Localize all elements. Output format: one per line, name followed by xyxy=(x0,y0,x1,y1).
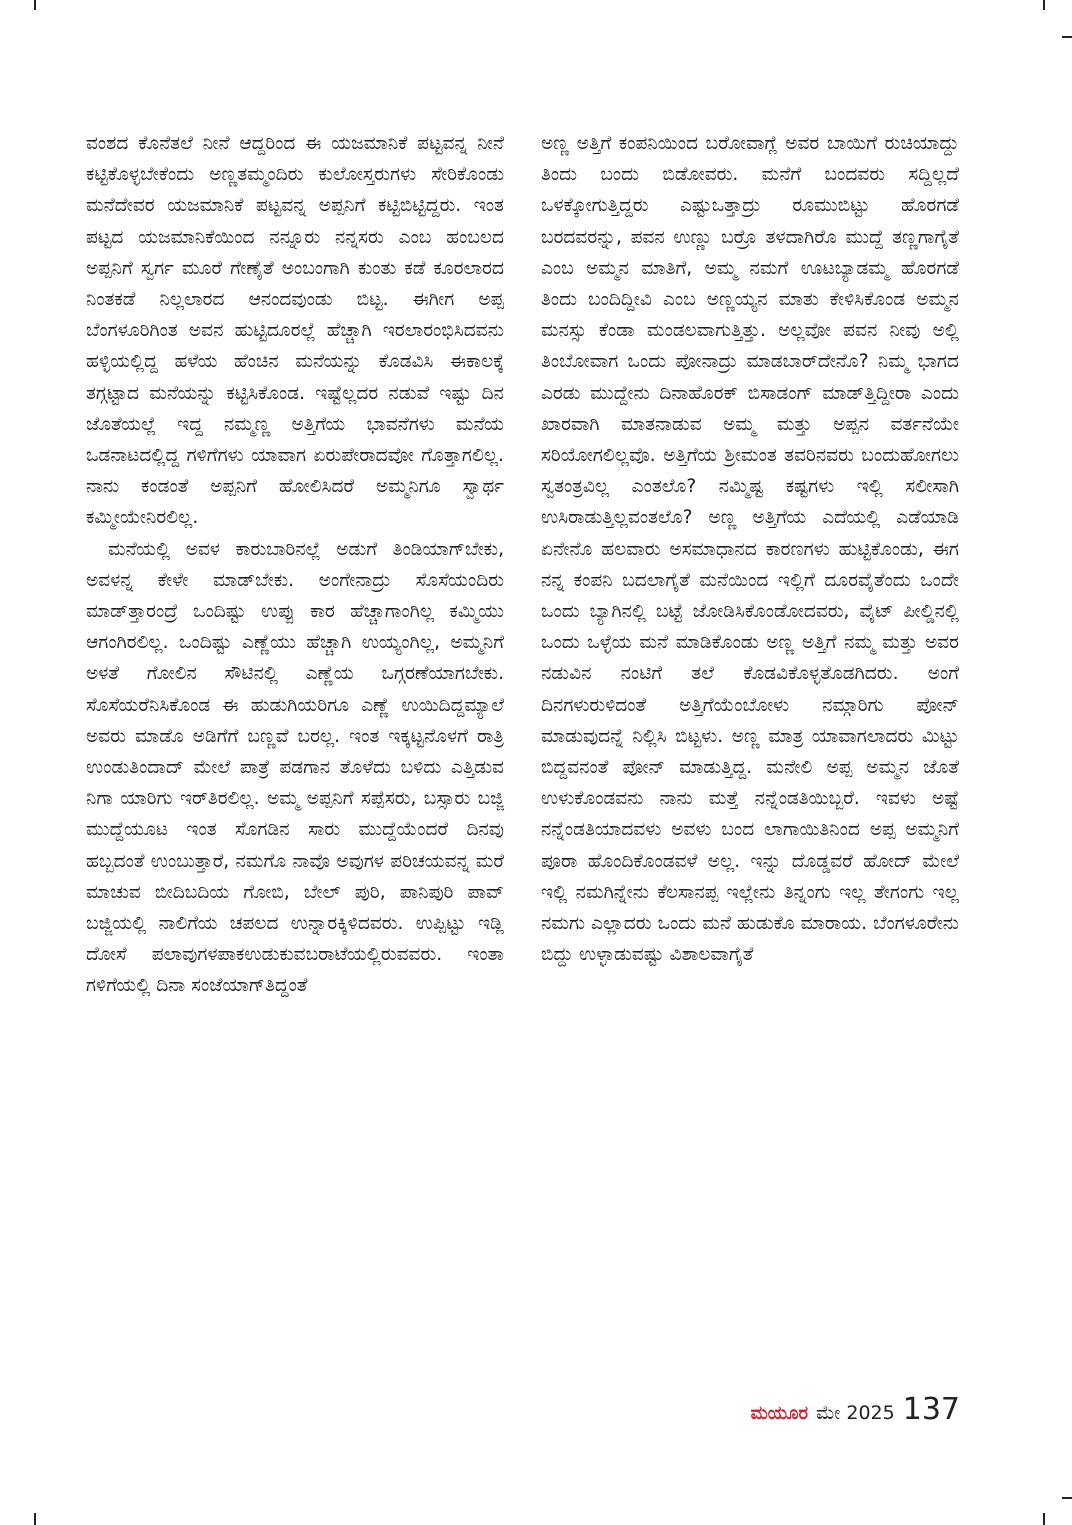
right-paragraph-1: ಅಣ್ಣ ಅತ್ತಿಗೆ ಕಂಪನಿಯಿಂದ ಬರೋವಾಗ್ಲೆ ಅವರ ಬಾಯಿಗೆ ರುಚಿಯಾದ್ದು ತಿಂದು ಬಂದು ಬಿಡೋವರು. ಮನೆಗೆ ಬಂದವರು ಸದ್ದಿಲ್ಲದೆ ಒಳಕ್ಕೋಗುತ್ತಿದ್ದರು ಎಷ್ಟುಒತ್ತಾದ್ರು ರೂಮುಬಿಟ್ಟು ಹೊರಗಡೆ ಬರದವರನ್ನು, ಪವನ ಉಣ್ಣು ಬರ್ರೊ ತಳದಾಗಿರೊ ಮುದ್ದೆ ತಣ್ಣಗಾಗೈತೆ ಎಂಬ ಅಮ್ಮನ ಮಾತಿಗೆ, ಅಮ್ಮ ನಮಗೆ ಊಟಬ್ಯಾಡಮ್ಮ ಹೊರಗಡೆ ತಿಂದು ಬಂದಿದ್ದೀವಿ ಎಂಬ ಅಣ್ಣಯ್ಯನ ಮಾತು ಕೇಳಿಸಿಕೊಂಡ ಅಮ್ಮನ ಮನಸ್ಸು ಕೆಂಡಾ ಮಂಡಲವಾಗುತ್ತಿತ್ತು. ಅಲ್ಲವೋ ಪವನ ನೀವು ಅಲ್ಲಿ ತಿಂಬೋವಾಗ ಒಂದು ಪೋನಾದ್ರು ಮಾಡಬಾರ್‌ದೇನೊ? ನಿಮ್ಮ ಭಾಗದ ಎರಡು ಮುದ್ದೇನು ದಿನಾಹೊರಕ್ ಬಿಸಾಡಂಗ್ ಮಾಡ್‌ತ್ತಿದ್ದೀರಾ ಎಂದು ಖಾರವಾಗಿ ಮಾತನಾಡುವ ಅಮ್ಮ ಮತ್ತು ಅಪ್ಪನ ವರ್ತನೆಯೇ ಸರಿಯೋಗಲಿಲ್ಲವೊ. ಅತ್ತಿಗೆಯ ಶ್ರೀಮಂತ ತವರಿನವರು ಬಂದುಹೋಗಲು ಸ್ವತಂತ್ರವಿಲ್ಲ ಎಂತಲೊ? ನಮ್ಮಿಷ್ಟ ಕಷ್ಟಗಳು ಇಲ್ಲಿ ಸಲೀಸಾಗಿ ಉಸಿರಾಡುತ್ತಿಲ್ಲವಂತಲೊ? ಅಣ್ಣ ಅತ್ತಿಗೆಯ ಎದೆಯಲ್ಲಿ ಎಡೆಯಾಡಿ ಏನೇನೊ ಹಲವಾರು ಅಸಮಾಧಾನದ ಕಾರಣಗಳು ಹುಟ್ಟಿಕೊಂಡು, ಈಗ ನನ್ನ ಕಂಪನಿ ಬದಲಾಗೈತೆ ಮನೆಯಿಂದ ಇಲ್ಲಿಗೆ ದೂರವೈತೆಂದು ಒಂದೇ ಒಂದು ಬ್ಯಾಗಿನಲ್ಲಿ ಬಟ್ಟೆ ಜೋಡಿಸಿಕೊಂಡೋದವರು, ವೈಟ್ ಪೀಲ್ಡಿನಲ್ಲಿ ಒಂದು ಒಳ್ಳೆಯ ಮನೆ ಮಾಡಿಕೊಂಡು ಅಣ್ಣ ಅತ್ತಿಗೆ ನಮ್ಮ ಮತ್ತು ಅವರ ನಡುವಿನ ನಂಟಿಗೆ ತಲೆ ಕೊಡವಿಕೊಳ್ಳತೊಡಗಿದರು. ಅಂಗೆ ದಿನಗಳುರುಳಿದಂತೆ ಅತ್ತಿಗೆಯೆಂಬೋಳು ನಮ್ಗಾರಿಗು ಪೋನ್ ಮಾಡುವುದನ್ನೆ ನಿಲ್ಲಿಸಿ ಬಿಟ್ಟಳು. ಅಣ್ಣ ಮಾತ್ರ ಯಾವಾಗಲಾದರು ಮಿಟ್ಟು ಬಿದ್ದವನಂತೆ ಪೋನ್ ಮಾಡುತ್ತಿದ್ದ. ಮನೇಲಿ ಅಪ್ಪ ಅಮ್ಮನ ಜೊತೆ ಉಳುಕೊಂಡವನು ನಾನು ಮತ್ತೆ ನನ್ನೆಂಡತಿಯಿಬ್ಬರೆ. ಇವಳು ಅಷ್ಟೆ ನನ್ನೆಂಡತಿಯಾದವಳು ಅವಳು ಬಂದ ಲಾಗಾಯಿತಿನಿಂದ ಅಪ್ಪ ಅಮ್ಮನಿಗೆ ಪೂರಾ ಹೊಂದಿಕೊಂಡವಳೆ ಅಲ್ಲ. ಇನ್ನು ದೊಡ್ಡವರೆ ಹೋದ್ ಮೇಲೆ ಇಲ್ಲಿ ನಮಗಿನ್ನೇನು ಕೆಲಸಾನಪ್ಪ ಇಲ್ಲೇನು ತಿನ್ನಂಗು ಇಲ್ಲ ತೇಗಂಗು ಇಲ್ಲ ನಮಗು ಎಲ್ಲಾದರು ಒಂದು ಮನೆ ಹುಡುಕೊ ಮಾರಾಯ. ಬೆಂಗಳೂರೇನು ಬಿದ್ದು ಉಳ್ಳಾಡುವಷ್ಟು ವಿಶಾಲವಾಗೈತೆ xyxy=(541,133,959,966)
issue-date: ಮೇ 2025 xyxy=(816,1402,895,1424)
crop-mark-right-lower xyxy=(1062,1497,1072,1499)
page-footer xyxy=(751,1392,960,1427)
left-paragraph-2: ಮನೆಯಲ್ಲಿ ಅವಳ ಕಾರುಬಾರಿನಲ್ಲೆ ಅಡುಗೆ ತಿಂಡಿಯಾಗ್‌ಬೇಕು, ಅವಳನ್ನ ಕೇಳೇ ಮಾಡ್‌ಬೇಕು. ಅಂಗೇನಾದ್ರು ಸೊಸೆಯಂದಿರು ಮಾಡ್‌ತ್ತಾರಂದ್ರೆ ಒಂದಿಷ್ಟು ಉಪ್ಪು ಕಾರ ಹೆಚ್ಚಾಗಾಂಗಿಲ್ಲ ಕಮ್ಮಿಯು ಆಗಂಗಿರಲಿಲ್ಲ. ಒಂದಿಷ್ಟು ಎಣ್ಣೆಯು ಹೆಚ್ಚಾಗಿ ಉಯ್ಯಂಗಿಲ್ಲ, ಅಮ್ಮನಿಗೆ ಅಳತೆ ಗೋಲಿನ ಸೌಟಿನಲ್ಲಿ ಎಣ್ಣೆಯ ಒಗ್ಗರಣೆಯಾಗಬೇಕು. ಸೊಸೆಯರೆನಿಸಿಕೊಂಡ ಈ ಹುಡುಗಿಯರಿಗೂ ಎಣ್ಣೆ ಉಯಿದಿದ್ದಮ್ಯಾಲೆ ಅವರು ಮಾಡೊ ಅಡಿಗೆಗೆ ಬಣ್ಣವೆ ಬರಲ್ಲ. ಇಂತ ಇಕ್ಕಟ್ಟನೊಳಗೆ ರಾತ್ರಿ ಉಂಡುತಿಂದಾದ್ ಮೇಲೆ ಪಾತ್ರೆ ಪಡಗಾನ ತೊಳೆದು ಬಳಿದು ಎತ್ತಿಡುವ ನಿಗಾ ಯಾರಿಗು ಇರ್‌ತಿರಲಿಲ್ಲ. ಅಮ್ಮ ಅಪ್ಪನಿಗೆ ಸಪ್ಪೆಸರು, ಬಸ್ಸಾರು ಬಜ್ಜಿ ಮುದ್ದೆಯೂಟ ಇಂತ ಸೊಗಡಿನ ಸಾರು ಮುದ್ದೆಯೆಂದರೆ ದಿನವು ಹಬ್ಬದಂತೆ ಉಂಬುತ್ತಾರೆ, ನಮಗೊ ನಾವೊ ಅವುಗಳ ಪರಿಚಯವನ್ನ ಮರೆ ಮಾಚುವ ಬೀದಿಬದಿಯ ಗೋಬಿ, ಬೇಲ್ ಪುರಿ, ಪಾನಿಪುರಿ ಪಾವ್ ಬಜ್ಜಿಯಲ್ಲಿ ನಾಲಿಗೆಯ ಚಪಲದ ಉನ್ನಾರಕ್ಕಿಳಿದವರು. ಉಪ್ಪಿಟ್ಟು ಇಡ್ಲಿ ದೋಸೆ ಪಲಾವುಗಳಪಾಕಉಡುಕುವಬರಾಟೆಯಲ್ಲಿರುವವರು. ಇಂತಾ ಗಳಿಗೆಯಲ್ಲಿ ದಿನಾ ಸಂಜೆಯಾಗ್‌ತಿದ್ದಂತೆ xyxy=(86,538,504,997)
crop-mark-top-left xyxy=(34,0,36,10)
crop-mark-bottom-right xyxy=(1043,1513,1045,1525)
right-column xyxy=(541,128,959,970)
page-number: 137 xyxy=(902,1392,960,1427)
crop-mark-bottom-left xyxy=(34,1513,36,1525)
left-column xyxy=(86,128,504,1002)
crop-mark-right-upper xyxy=(1062,36,1072,38)
crop-mark-top-right xyxy=(1043,0,1045,10)
left-paragraph-1: ವಂಶದ ಕೊನೆತಲೆ ನೀನೆ ಆದ್ದರಿಂದ ಈ ಯಜಮಾನಿಕೆ ಪಟ್ಟವನ್ನ ನೀನೆ ಕಟ್ಟಿಕೊಳ್ಳಬೇಕೆಂದು ಅಣ್ಣತಮ್ಮಂದಿರು ಕುಲೋಸ್ತರುಗಳು ಸೇರಿಕೊಂಡು ಮನೆದೇವರ ಯಜಮಾನಿಕೆ ಪಟ್ಟವನ್ನ ಅಪ್ಪನಿಗೆ ಕಟ್ಟಿಬಿಟ್ಟಿದ್ದರು. ಇಂತ ಪಟ್ಟದ ಯಜಮಾನಿಕೆಯಿಂದ ನನ್ನೂರು ನನ್ನಸರು ಎಂಬ ಹಂಬಲದ ಅಪ್ಪನಿಗೆ ಸ್ವರ್ಗ ಮೂರೆ ಗೇಣೈತೆ ಅಂಬಂಗಾಗಿ ಕುಂತು ಕಡೆ ಕೂರಲಾರದ ನಿಂತಕಡೆ ನಿಲ್ಲಲಾರದ ಆನಂದವುಂಡು ಬಿಟ್ಟ. ಈಗೀಗ ಅಪ್ಪ ಬೆಂಗಳೂರಿಗಿಂತ ಅವನ ಹುಟ್ಟಿದೂರಲ್ಲೆ ಹೆಚ್ಚಾಗಿ ಇರಲಾರಂಭಿಸಿದವನು ಹಳ್ಳಿಯಲ್ಲಿದ್ದ ಹಳೆಯ ಹೆಂಚಿನ ಮನೆಯನ್ನು ಕೊಡವಿಸಿ ಈಕಾಲಕ್ಕೆ ತಗ್ಗಟ್ಟಾದ ಮನೆಯನ್ನು ಕಟ್ಟಿಸಿಕೊಂಡ. ಇಷ್ಟೆಲ್ಲದರ ನಡುವೆ ಇಷ್ಟು ದಿನ ಜೊತೆಯಲ್ಲೆ ಇದ್ದ ನಮ್ಮಣ್ಣ ಅತ್ತಿಗೆಯ ಭಾವನೆಗಳು ಮನೆಯ ಒಡನಾಟದಲ್ಲಿದ್ದ ಗಳಿಗೆಗಳು ಯಾವಾಗ ಏರುಪೇರಾದವೋ ಗೊತ್ತಾಗಲಿಲ್ಲ. ನಾನು ಕಂಡಂತೆ ಅಪ್ಪನಿಗೆ ಹೋಲಿಸಿದರೆ ಅಮ್ಮನಿಗೂ ಸ್ವಾರ್ಥ ಕಮ್ಮೀಯೇನಿರಲಿಲ್ಲ. xyxy=(86,133,504,529)
magazine-brand: ಮಯೂರ xyxy=(750,1403,809,1424)
